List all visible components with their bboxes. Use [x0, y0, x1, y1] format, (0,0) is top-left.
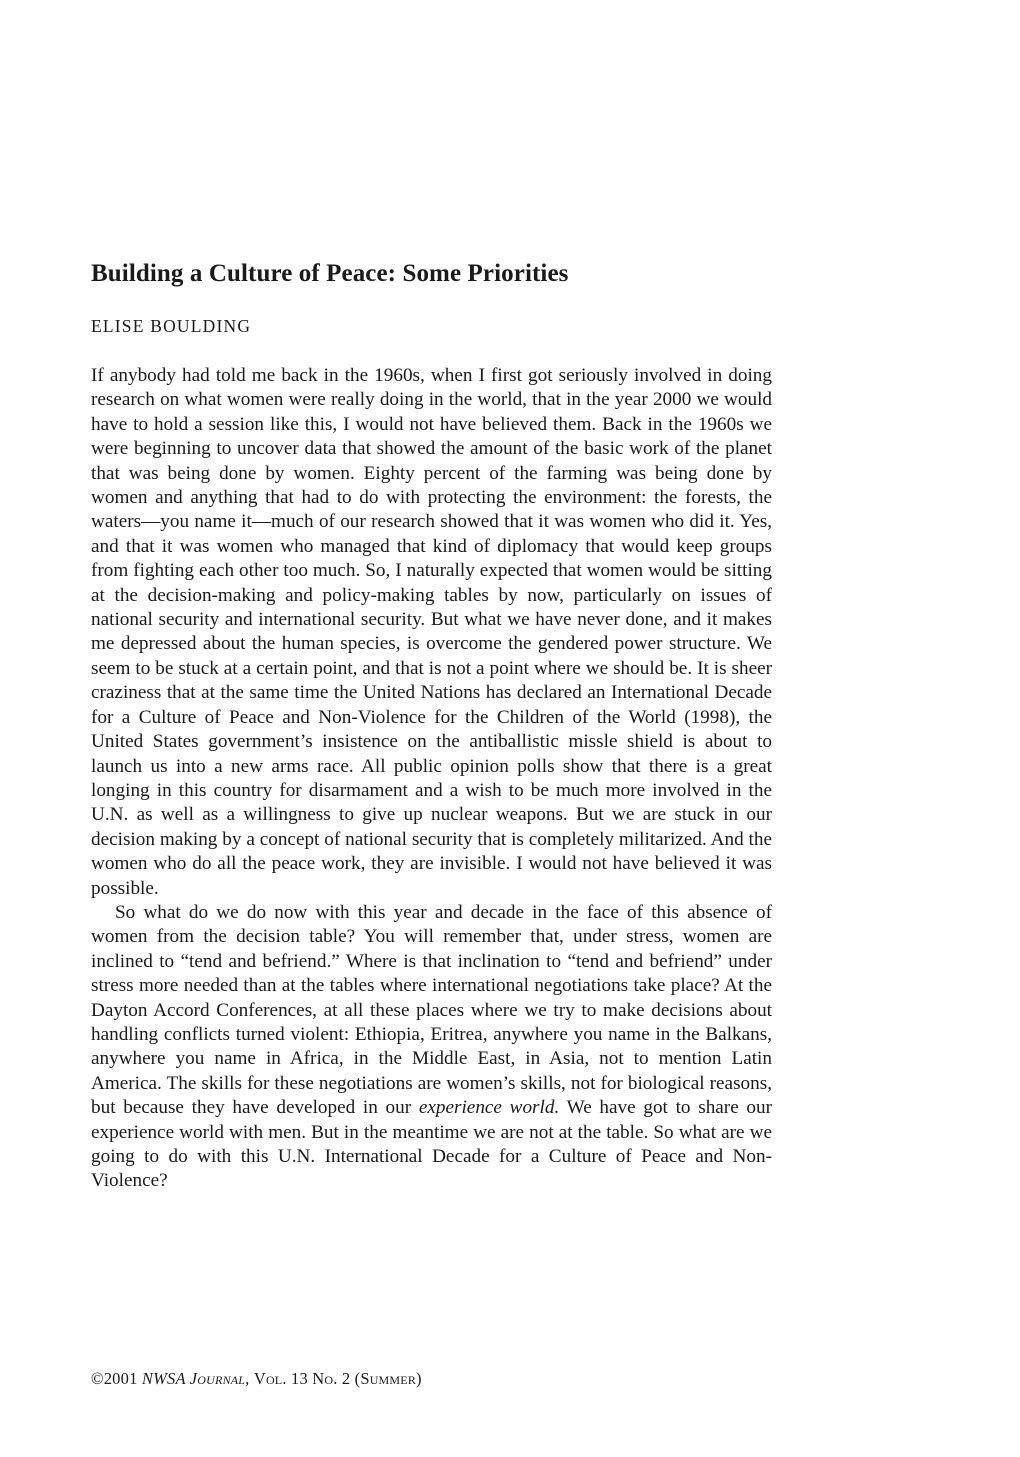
- body-paragraph-1: If anybody had told me back in the 1960s, when I first got seriously involved in doing research on what women were really doing in the world, that in the year 2000 we would have to hold a session like this, I would not have believed them. Back in the 1960s we were beginning to uncover data that showed the amount of the basic work of the planet that was being done by women. Eighty percent of the farming was being done by women and anything that had to do with protecting the environment: the forests, the waters—you name it—much of our research showed that it was women who did it. Yes, and that it was women who managed that kind of diplomacy that would keep groups from fighting each other too much. So, I naturally expected that women would be sitting at the decision-making and policy-making tables by now, particularly on issues of national security and international security. But what we have never done, and it makes me depressed about the human species, is overcome the gendered power structure. We seem to be stuck at a certain point, and that is not a point where we should be. It is sheer craziness that at the same time the United Nations has declared an International Decade for a Culture of Peace and Non-Violence for the Children of the World (1998), the United States government’s insistence on the antiballistic missle shield is about to launch us into a new arms race. All public opinion polls show that there is a great longing in this country for disarmament and a wish to be much more involved in the U.N. as well as a willingness to give up nuclear weapons. But we are stuck in our decision making by a concept of national security that is completely militarized. And the women who do all the peace work, they are invisible. I would not have believed it was possible.: [91, 365, 772, 899]
- footer-journal-name: NWSA Journal,: [141, 1369, 250, 1388]
- footer-season: (Summer): [354, 1369, 422, 1388]
- paragraph-2-text-end: We have got to share our experience world with men. But in the meantime we are not at the table. So what are we going to do with this U.N. International Decade for a Culture of Peace and Non-Violence?: [91, 1097, 773, 1192]
- body-paragraph-2: [91, 901, 772, 1194]
- paragraph-2-text-start: So what do we do now with this year and decade in the face of this absence of women from the decision table? You will remember that, under stress, women are inclined to “tend and befriend.” Where is that inclination to “tend and befriend” under stress more needed than at the tables where international negotiations take place? At the Dayton Accord Conferences, at all these places where we try to make decisions about handling conflicts turned violent: Ethiopia, Eritrea, anywhere you name in the Balkans, anywhere you name in Africa, in the Middle East, in Asia, not to mention Latin America. The skills for these negotiations are women’s skills, not for biological reasons, but because they have developed in our: [91, 901, 772, 1119]
- footer-copyright: ©2001: [91, 1369, 138, 1388]
- paragraph-2-emphasis: experience world.: [418, 1097, 560, 1119]
- article-author: ELISE BOULDING: [91, 316, 252, 336]
- footer-volume: Vol. 13 No. 2: [253, 1369, 351, 1388]
- article-title: Building a Culture of Peace: Some Priorities: [91, 260, 569, 287]
- page-footer: [91, 1369, 422, 1389]
- article-body: [91, 364, 772, 1194]
